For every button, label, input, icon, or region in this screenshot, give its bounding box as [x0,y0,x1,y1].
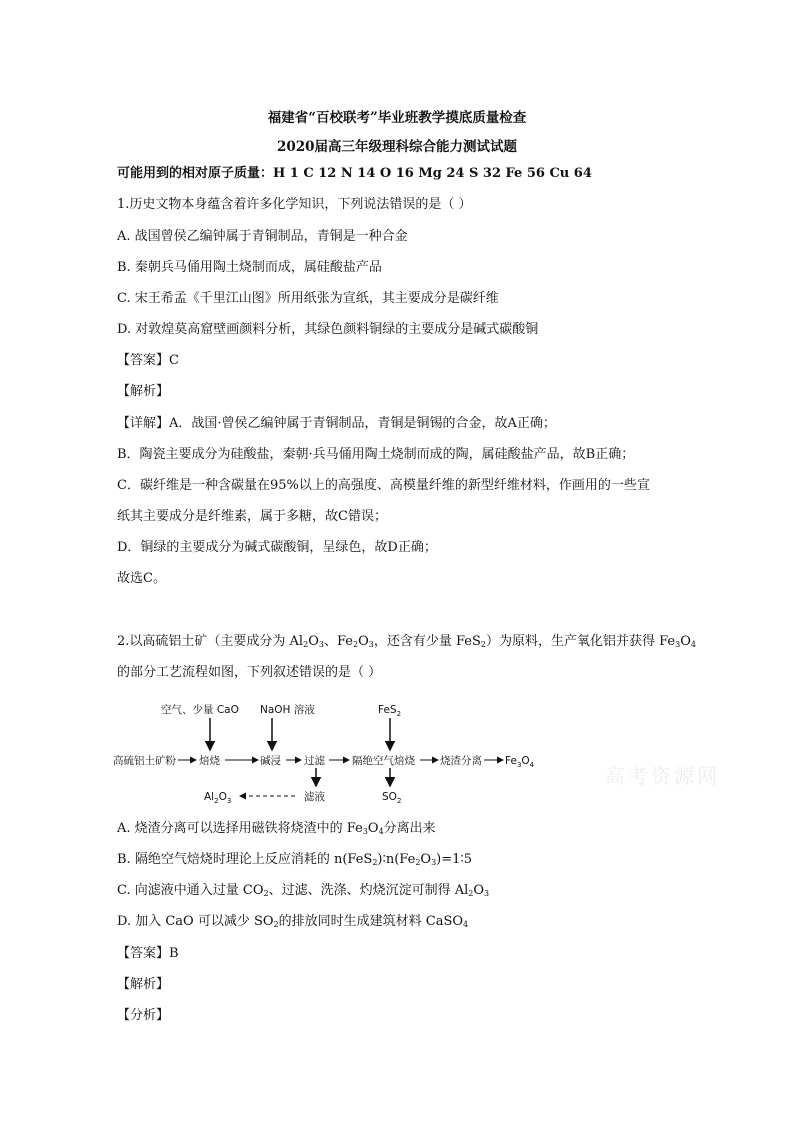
flow-ore: 高硫铝土矿粉 [113,755,176,767]
q2-stem-line1: 2.以高硫铝土矿（主要成分为 $Al_2O_3$、$Fe_2O_3$，还含有少量 FeS$_2$）为原料，生产氧化铝并获得 $Fe_3O_4$ [117,634,696,649]
doc-title: 福建省“百校联考”毕业班教学摸底质量检查 [267,110,527,126]
flow-al2o3: $Al_2O_3$ [204,791,232,805]
q1-explanation-line: 故选C。 [117,571,166,586]
q2-fenxi-label: 【分析】 [117,1008,170,1023]
q1-option-d: D. 对敦煌莫高窟壁画颜料分析，其绿色颜料铜绿的主要成分是碱式碳酸铜 [117,322,539,337]
flow-separation: 烧渣分离 [440,755,482,767]
q2-answer: 【答案】B [117,946,179,961]
q2-stem-line2: 的部分工艺流程如图，下列叙述错误的是（ ） [117,665,382,680]
q2-analysis-label: 【解析】 [117,977,170,992]
flow-so2: $SO_2$ [382,791,402,805]
flow-input-naoh: NaOH 溶液 [260,704,315,716]
q2-option-d: D. 加入 CaO 可以减少 $SO_2$的排放同时生成建筑材料 CaSO$_4$ [117,914,469,929]
flow-alkali-leach: 碱浸 [260,755,281,767]
watermark: 高考资源网 [605,764,720,788]
q1-explanation-line: D．铜绿的主要成分为碱式碳酸铜，呈绿色，故D正确； [117,540,437,555]
flow-filtrate: 滤液 [304,791,325,803]
q1-stem: 1.历史文物本身蕴含着许多化学知识，下列说法错误的是（ ） [117,197,472,212]
flow-filter: 过滤 [304,755,325,767]
flow-isolated-roast: 隔绝空气焙烧 [352,755,415,767]
q1-analysis-label: 【解析】 [117,384,170,399]
q1-answer: 【答案】C [117,353,179,368]
q2-option-a: A. 烧渣分离可以选择用磁铁将烧渣中的 $Fe_3O_4$分离出来 [117,821,436,836]
flow-product-fe3o4: $Fe_3O_4$ [505,755,535,769]
flow-input-fes2: FeS$_2$ [378,704,402,718]
process-flow-diagram [110,696,550,808]
q1-option-b: B. 秦朝兵马俑用陶土烧制而成，属硅酸盐产品 [117,260,382,275]
q1-explanation-line: C．碳纤维是一种含碳量在95%以上的高强度、高模量纤维的新型纤维材料，作画用的一些宣 [117,478,650,493]
q2-option-c: C. 向滤液中通入过量 $CO_2$、过滤、洗涤、灼烧沉淀可制得 $Al_2O_3$ [117,883,490,898]
q1-explanation-line: 纸其主要成分是纤维素，属于多糖，故C错误； [117,509,387,524]
q1-option-c: C. 宋王希孟《千里江山图》所用纸张为宣纸，其主要成分是碳纤维 [117,291,499,306]
q1-option-a: A. 战国曾侯乙编钟属于青铜制品，青铜是一种合金 [117,229,408,244]
atomic-mass-line: 可能用到的相对原子质量：H 1 C 12 N 14 O 16 Mg 24 S 32 Fe 56 Cu 64 [117,166,592,181]
q1-explanation-line: B．陶瓷主要成分为硅酸盐，秦朝·兵马俑用陶土烧制而成的陶，属硅酸盐产品，故B正确； [117,447,635,462]
q1-explanation-line: 【详解】A．战国·曾侯乙编钟属于青铜制品，青铜是铜锡的合金，故A正确； [117,416,556,431]
flow-input-air-cao: 空气、少量 CaO [161,704,239,716]
doc-subtitle: 2020届高三年级理科综合能力测试试题 [276,139,518,155]
flow-roast: 焙烧 [199,755,220,767]
q2-option-b: B. 隔绝空气焙烧时理论上反应消耗的 $n(FeS_2)∶n(Fe_2O_3)=1∶5$ [117,852,473,867]
